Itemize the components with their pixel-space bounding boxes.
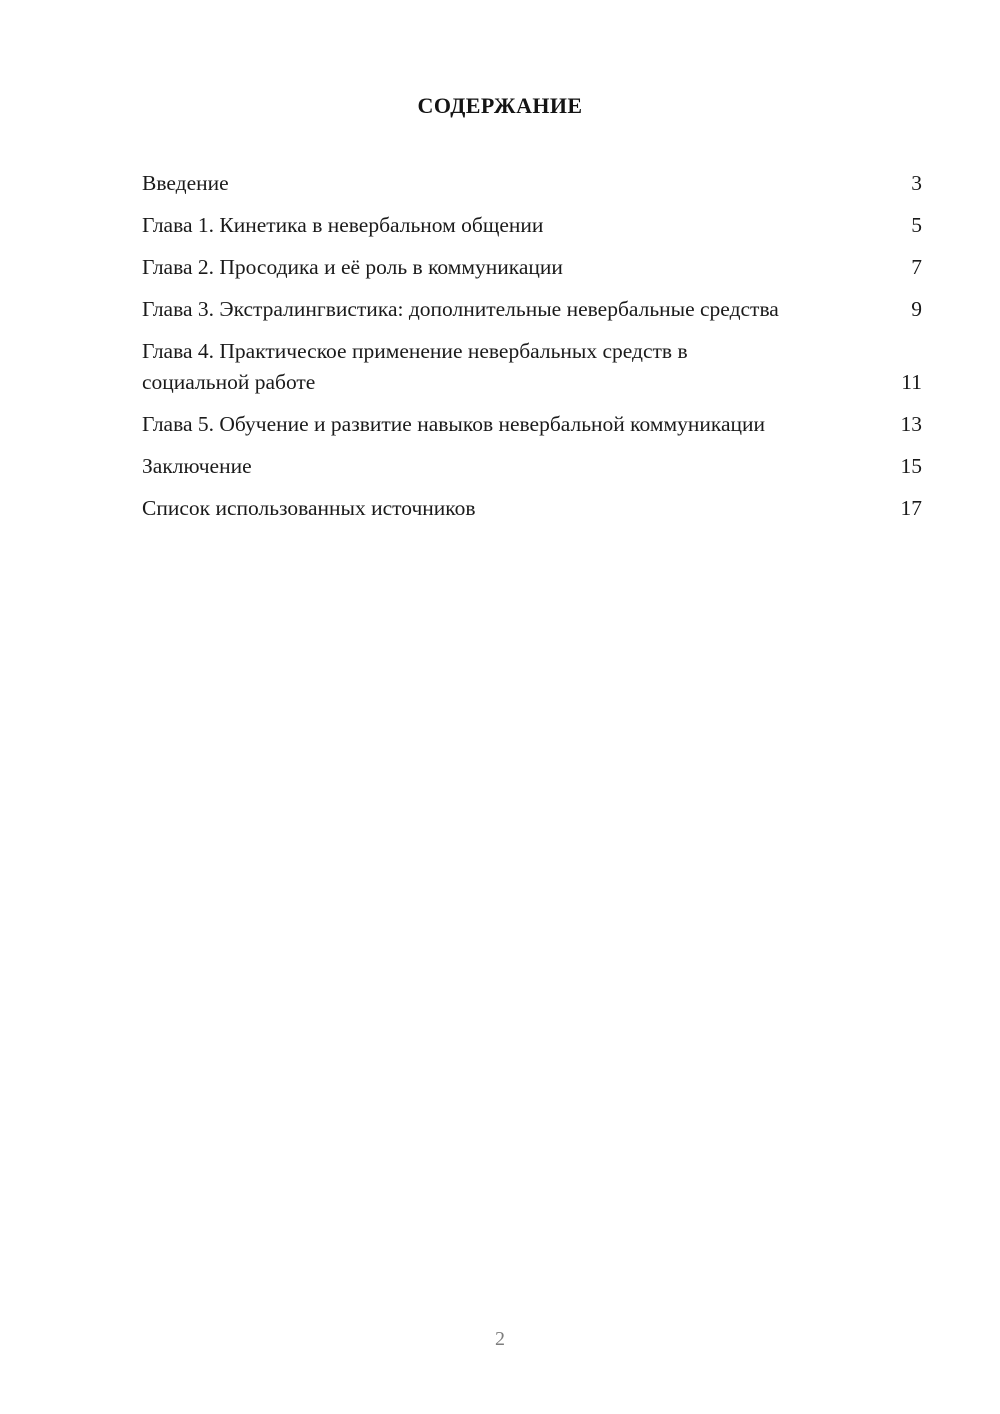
footer-page-number: 2	[495, 1328, 505, 1350]
toc-entry-label: Глава 4. Практическое применение невербальных средств в социальной работе	[142, 339, 688, 394]
toc-entry-page-number: 15	[900, 454, 922, 478]
toc-entry-page-number: 17	[900, 496, 922, 520]
toc-entry-page-number: 5	[911, 213, 922, 237]
toc-entry-label: Глава 1. Кинетика в невербальном общении	[142, 213, 544, 237]
toc-entry[interactable]	[142, 210, 922, 241]
toc-entry-page-number: 13	[900, 412, 922, 436]
toc-entry[interactable]	[142, 252, 922, 283]
toc-entry-page-number: 3	[911, 171, 922, 195]
toc-entry[interactable]	[142, 451, 922, 482]
toc-entry[interactable]	[142, 493, 922, 524]
toc-entry-page-number: 11	[901, 370, 922, 394]
toc-entry-label: Глава 3. Экстралингвистика: дополнительные невербальные средства	[142, 297, 779, 321]
toc-entry[interactable]	[142, 409, 922, 440]
toc-entry-page-number: 7	[911, 255, 922, 279]
toc-entry-label: Заключение	[142, 454, 252, 478]
toc-entry-label: Глава 2. Просодика и её роль в коммуникации	[142, 255, 563, 279]
toc-entry-label: Список использованных источников	[142, 496, 476, 520]
table-of-contents	[142, 168, 922, 535]
page-title: СОДЕРЖАНИЕ	[417, 93, 583, 118]
toc-entry-label: Глава 5. Обучение и развитие навыков невербальной коммуникации	[142, 412, 766, 436]
toc-entry-page-number: 9	[911, 297, 922, 321]
toc-entry[interactable]	[142, 336, 922, 398]
toc-entry[interactable]	[142, 294, 922, 325]
toc-entry[interactable]	[142, 168, 922, 199]
toc-entry-label: Введение	[142, 171, 229, 195]
